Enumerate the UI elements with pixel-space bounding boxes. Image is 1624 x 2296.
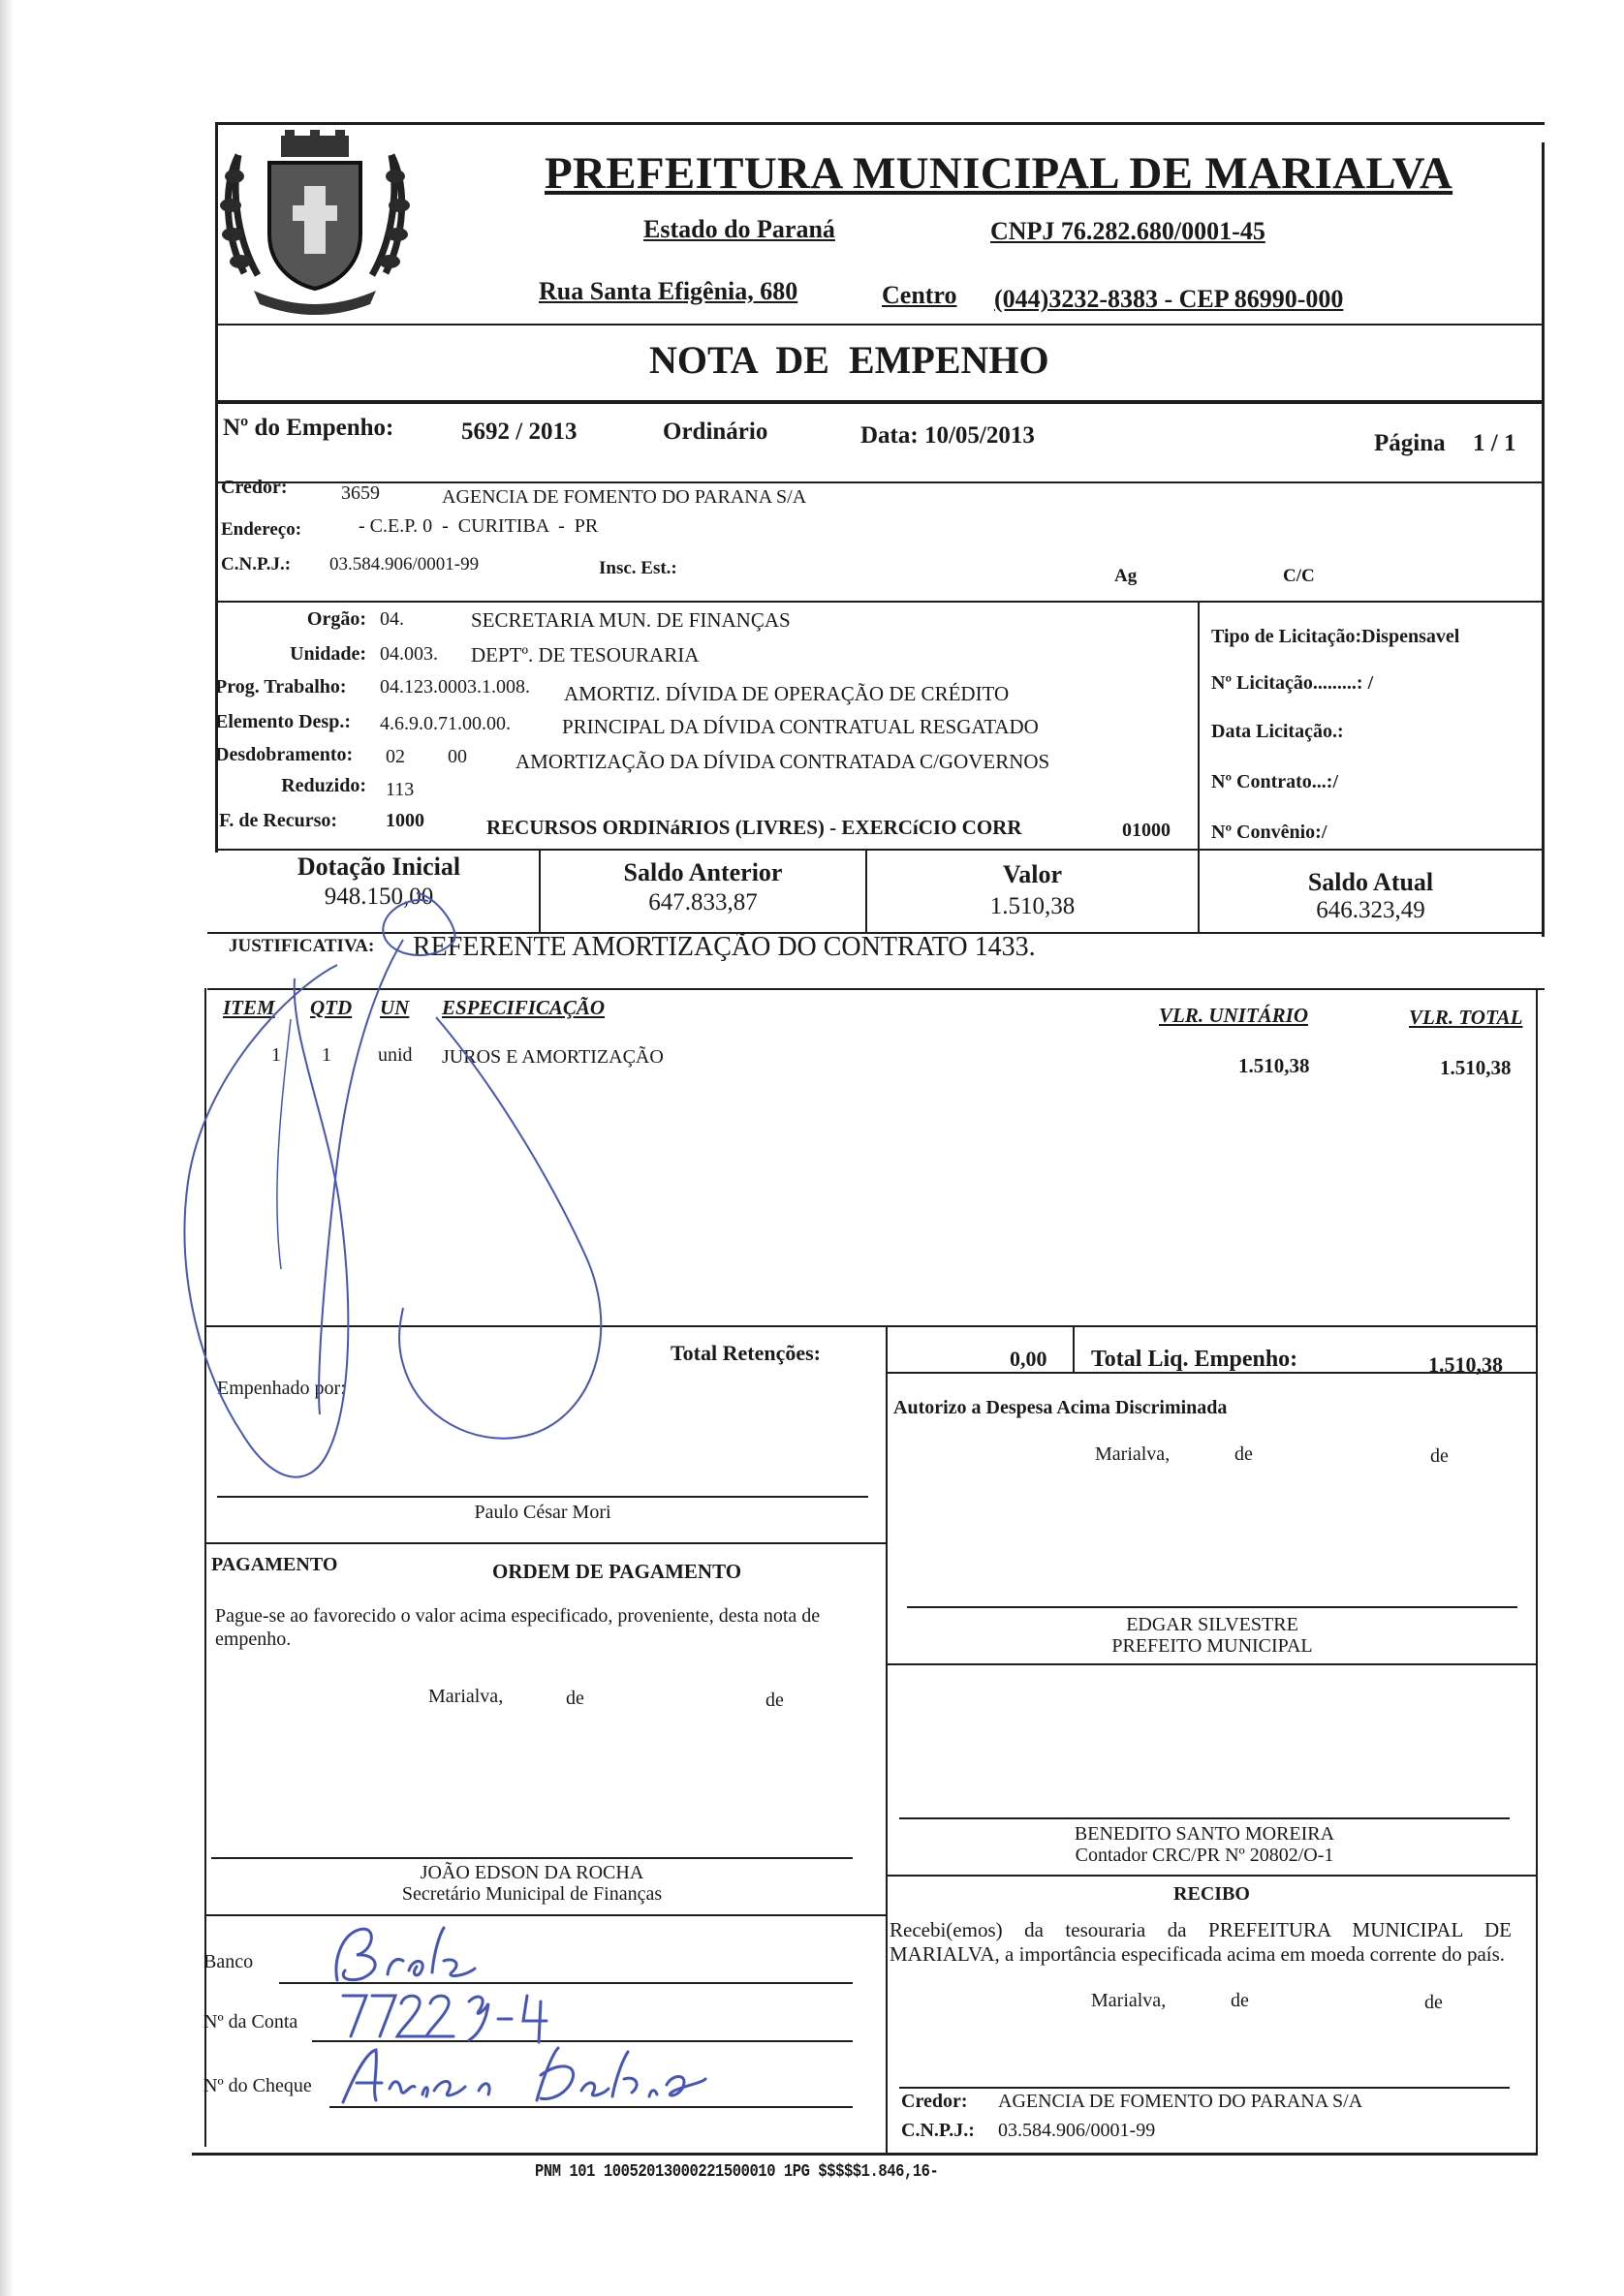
- title-bottom-line: [215, 400, 1545, 404]
- empenhado-bottom-line: [204, 1542, 886, 1544]
- street-address: Rua Santa Efigênia, 680: [539, 277, 798, 305]
- col-qtd: QTD: [310, 996, 353, 1019]
- credor-code: 3659: [341, 482, 380, 504]
- header-bottom-line: [215, 324, 1545, 326]
- col-valor-total: VLR. TOTAL: [1409, 1006, 1523, 1029]
- col-especificacao: ESPECIFICAÇÃO: [442, 996, 606, 1019]
- reduzido-label: Reduzido:: [281, 775, 366, 796]
- contrato-number: Nº Contrato...:/: [1211, 771, 1339, 792]
- pagamento-label: PAGAMENTO: [211, 1554, 338, 1575]
- state-name: Estado do Paraná: [643, 215, 835, 243]
- credor-label: Credor:: [221, 477, 288, 498]
- recibo-cnpj-value: 03.584.906/0001-99: [998, 2120, 1156, 2141]
- licitacao-tipo: Tipo de Licitação:Dispensavel: [1211, 626, 1460, 647]
- convenio-number: Nº Convênio:/: [1211, 822, 1327, 843]
- banco-label: Banco: [203, 1951, 254, 1972]
- empenho-number-value: 5692 / 2013: [461, 419, 578, 445]
- item-row-item: 1: [271, 1044, 281, 1066]
- valor-label: Valor: [1002, 860, 1063, 888]
- retencoes-value: 0,00: [1010, 1347, 1047, 1371]
- empenhado-name: Paulo César Mori: [474, 1502, 611, 1523]
- recurso-code-2: 01000: [1122, 820, 1171, 841]
- empenho-type: Ordinário: [663, 419, 768, 445]
- empenho-row-bottom-line: [215, 481, 1545, 483]
- totals-divider-2: [1073, 1327, 1075, 1373]
- address-label: Endereço:: [221, 519, 302, 540]
- secretario-signature-line: [211, 1857, 853, 1859]
- orgao-desc: SECRETARIA MUN. DE FINANÇAS: [471, 608, 791, 632]
- scan-edge-shadow: [0, 0, 14, 2296]
- licitacao-data: Data Licitação.:: [1211, 721, 1344, 742]
- secretario-role: Secretário Municipal de Finanças: [401, 1883, 663, 1905]
- dotacao-label: Dotação Inicial: [297, 853, 461, 881]
- valor-value: 1.510,38: [989, 893, 1076, 919]
- prog-desc: AMORTIZ. DÍVIDA DE OPERAÇÃO DE CRÉDITO: [564, 682, 1010, 705]
- empenho-date: Data: 10/05/2013: [860, 422, 1035, 449]
- footer-print-code: PNM 101 10052013000221500010 1PG $$$$$1.846,16-: [535, 2162, 939, 2182]
- recibo-de-1: de: [1231, 1990, 1249, 2011]
- desdobramento-code-1: 02: [386, 746, 405, 767]
- frame-right-mid: [1536, 988, 1538, 2155]
- pagamento-text: Pague-se ao favorecido o valor acima especificado, proveniente, desta nota de empenho.: [215, 1605, 821, 1650]
- prefeitura-title: PREFEITURA MUNICIPAL DE MARIALVA: [545, 148, 1453, 199]
- pagamento-de-1: de: [566, 1688, 584, 1709]
- cheque-label: Nº do Cheque: [203, 2075, 312, 2096]
- liquido-label: Total Liq. Empenho:: [1091, 1347, 1298, 1372]
- saldo-anterior-value: 647.833,87: [648, 889, 758, 915]
- orgao-label: Orgão:: [306, 608, 366, 630]
- contador-role: Contador CRC/PR Nº 20802/O-1: [1075, 1845, 1334, 1866]
- orgao-code: 04.: [380, 608, 404, 630]
- elemento-desc: PRINCIPAL DA DÍVIDA CONTRATUAL RESGATADO: [562, 715, 1039, 738]
- unidade-code: 04.003.: [380, 643, 438, 665]
- pagamento-de-2: de: [765, 1690, 784, 1711]
- justificativa-label: JUSTIFICATIVA:: [229, 936, 375, 956]
- insc-est-label: Insc. Est.:: [599, 558, 677, 578]
- phone-cep: (044)3232-8383 - CEP 86990-000: [994, 285, 1344, 313]
- page-label: Página: [1374, 430, 1446, 456]
- totals-divider-1: [886, 1327, 888, 1373]
- secretario-bottom-line: [204, 1914, 886, 1916]
- item-row-unit-value: 1.510,38: [1238, 1054, 1310, 1077]
- prefeito-role: PREFEITO MUNICIPAL: [1111, 1635, 1313, 1657]
- desdobramento-label: Desdobramento:: [215, 744, 354, 765]
- retencoes-label: Total Retenções:: [671, 1341, 821, 1365]
- empenho-number-label: Nº do Empenho:: [223, 415, 394, 441]
- recurso-desc: RECURSOS ORDINáRIOS (LIVRES) - EXERCíCIO CORR: [486, 816, 1022, 839]
- col-valor-unitario: VLR. UNITÁRIO: [1159, 1004, 1309, 1027]
- frame-bottom: [192, 2153, 1538, 2156]
- pagamento-city: Marialva,: [428, 1686, 504, 1707]
- prefeito-signature-line: [907, 1606, 1517, 1608]
- items-bottom-line: [204, 1325, 1538, 1327]
- credor-cnpj-value: 03.584.906/0001-99: [329, 554, 480, 574]
- saldo-atual-value: 646.323,49: [1316, 897, 1425, 923]
- document-title: NOTA DE EMPENHO: [649, 338, 1049, 382]
- recibo-signature-line: [899, 2087, 1510, 2089]
- frame-right-top: [1542, 142, 1545, 937]
- recurso-code: 1000: [386, 810, 424, 831]
- item-row-qtd: 1: [322, 1044, 331, 1066]
- autorizo-title: Autorizo a Despesa Acima Discriminada: [893, 1397, 1228, 1418]
- handwritten-cheque-note: [333, 2040, 740, 2110]
- prefeitura-cnpj: CNPJ 76.282.680/0001-45: [990, 217, 1265, 245]
- prog-label: Prog. Trabalho:: [215, 676, 347, 698]
- elemento-code: 4.6.9.0.71.00.00.: [380, 713, 511, 734]
- recibo-cnpj-label: C.N.P.J.:: [901, 2120, 975, 2141]
- autorizo-city: Marialva,: [1095, 1443, 1171, 1465]
- crest-ribbon-text: MARIALVA: [279, 291, 345, 302]
- elemento-label: Elemento Desp.:: [215, 711, 351, 732]
- recibo-city: Marialva,: [1091, 1990, 1167, 2011]
- col-un: UN: [380, 996, 410, 1019]
- credor-name: AGENCIA DE FOMENTO DO PARANA S/A: [442, 486, 807, 508]
- item-row-un: unid: [378, 1044, 413, 1066]
- credor-cnpj-label: C.N.P.J.:: [221, 554, 292, 574]
- secretario-name: JOÃO EDSON DA ROCHA: [420, 1862, 644, 1883]
- unidade-label: Unidade:: [290, 643, 366, 665]
- contador-signature-line: [899, 1817, 1510, 1819]
- budget-bottom-line: [215, 849, 1545, 851]
- unidade-desc: DEPTº. DE TESOURARIA: [471, 643, 700, 667]
- contador-bottom-line: [886, 1875, 1538, 1877]
- recibo-de-2: de: [1424, 1992, 1443, 2013]
- autorizo-de-2: de: [1430, 1445, 1449, 1467]
- recibo-credor-label: Credor:: [901, 2091, 968, 2112]
- prog-code: 04.123.0003.1.008.: [380, 676, 530, 698]
- item-row-total-value: 1.510,38: [1440, 1056, 1512, 1079]
- prefeito-name: EDGAR SILVESTRE: [1126, 1614, 1298, 1635]
- justificativa-text: REFERENTE AMORTIZAÇÃO DO CONTRATO 1433.: [413, 932, 1036, 962]
- handwritten-signature-loop: [145, 872, 630, 1511]
- signature-column-divider: [886, 1372, 888, 2155]
- page-value: 1 / 1: [1473, 430, 1516, 456]
- saldo-atual-label: Saldo Atual: [1307, 868, 1434, 896]
- credor-bottom-line: [215, 601, 1545, 603]
- conta-label: Nº da Conta: [203, 2011, 298, 2032]
- handwritten-conta-number: [333, 1982, 585, 2046]
- autorizo-de-1: de: [1234, 1443, 1253, 1465]
- col-item: ITEM: [223, 996, 275, 1019]
- reduzido-value: 113: [386, 779, 415, 800]
- recibo-credor-name: AGENCIA DE FOMENTO DO PARANA S/A: [998, 2091, 1363, 2112]
- prefeito-bottom-line: [886, 1663, 1538, 1665]
- empenhado-signature-line: [217, 1496, 868, 1498]
- district-name: Centro: [882, 281, 957, 309]
- saldo-anterior-label: Saldo Anterior: [623, 858, 783, 886]
- dotacao-value: 948.150,00: [324, 884, 434, 910]
- ordem-pagamento-title: ORDEM DE PAGAMENTO: [492, 1560, 742, 1583]
- licitacao-numero: Nº Licitação.........: /: [1211, 672, 1374, 694]
- handwritten-banco-signature: [320, 1922, 504, 1986]
- liquido-value: 1.510,38: [1428, 1352, 1503, 1377]
- justificativa-bottom-line: [207, 988, 1545, 990]
- item-row-spec: JUROS E AMORTIZAÇÃO: [442, 1046, 664, 1068]
- address-value: - C.E.P. 0 - CURITIBA - PR: [359, 515, 599, 537]
- desdobramento-desc: AMORTIZAÇÃO DA DÍVIDA CONTRATADA C/GOVERNOS: [515, 750, 1050, 773]
- agency-label: Ag: [1114, 566, 1138, 586]
- recibo-title: RECIBO: [1173, 1883, 1250, 1905]
- frame-top: [215, 122, 1545, 125]
- desdobramento-code-2: 00: [448, 746, 467, 767]
- recurso-label: F. de Recurso:: [219, 810, 338, 831]
- recibo-text: Recebi(emos) da tesouraria da PREFEITURA MUNICIPAL DE MARIALVA, a importância especificada acima em moeda corrente do país.: [890, 1918, 1512, 1966]
- account-label: C/C: [1283, 566, 1315, 586]
- contador-name: BENEDITO SANTO MOREIRA: [1074, 1823, 1335, 1845]
- empenhado-label: Empenhado por:: [217, 1378, 346, 1399]
